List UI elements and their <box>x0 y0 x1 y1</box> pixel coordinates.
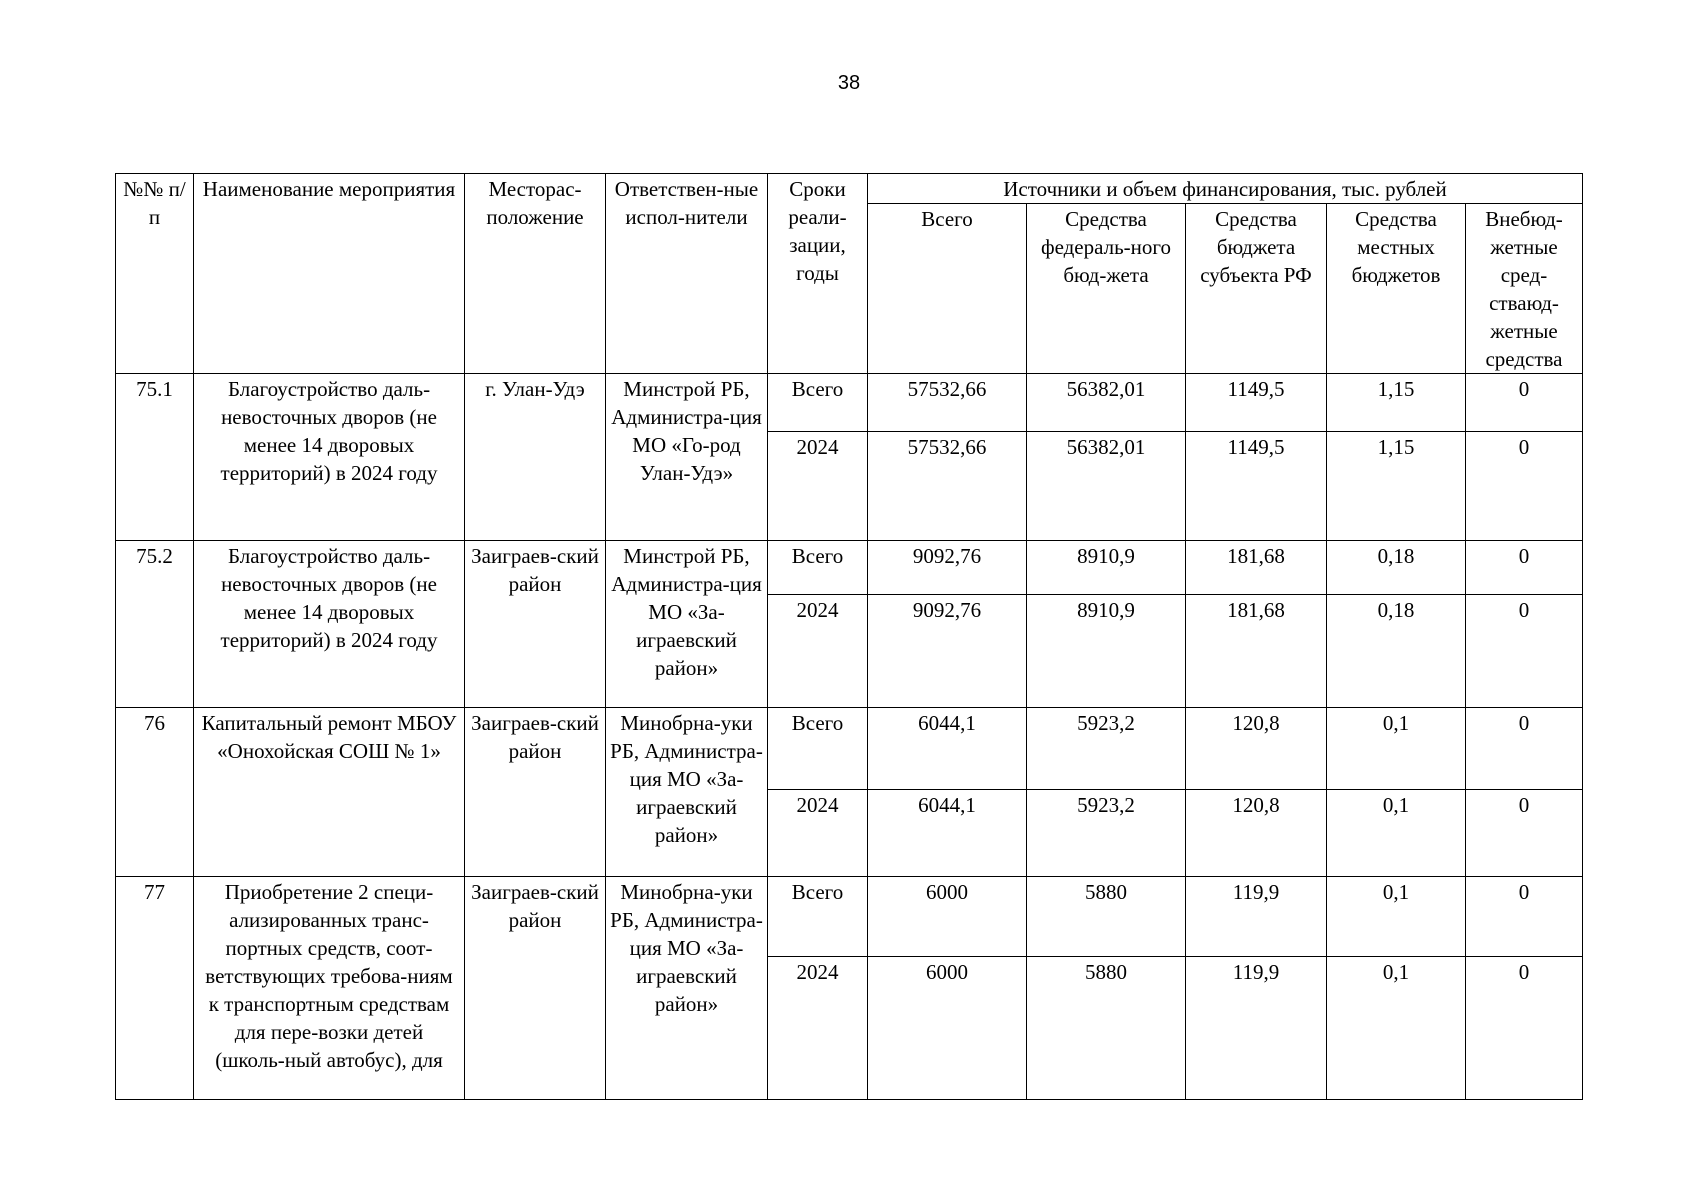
row-federal: 5880 <box>1027 877 1186 957</box>
header-local: Средства местных бюджетов <box>1327 204 1466 374</box>
row-local: 0,18 <box>1327 541 1466 595</box>
row-extra: 0 <box>1466 957 1583 1100</box>
row-num: 76 <box>116 708 194 877</box>
row-extra: 0 <box>1466 790 1583 877</box>
row-num: 75.2 <box>116 541 194 708</box>
header-extrabudget: Внебюд-жетные сред-стваюд-жетные средства <box>1466 204 1583 374</box>
row-total: 6000 <box>868 877 1027 957</box>
header-subject: Средства бюджета субъекта РФ <box>1186 204 1327 374</box>
row-name: Благоустройство даль-невосточных дворов (не менее 14 дворовых территорий) в 2024 году <box>194 541 465 708</box>
row-subject: 120,8 <box>1186 708 1327 790</box>
funding-table <box>115 173 1583 1100</box>
row-term: 2024 <box>768 432 868 541</box>
row-term: 2024 <box>768 957 868 1100</box>
row-total: 9092,76 <box>868 595 1027 708</box>
row-term: Всего <box>768 708 868 790</box>
row-extra: 0 <box>1466 877 1583 957</box>
row-location: Заиграев-ский район <box>465 541 606 708</box>
row-subject: 119,9 <box>1186 957 1327 1100</box>
row-num: 77 <box>116 877 194 1100</box>
row-subject: 1149,5 <box>1186 374 1327 432</box>
row-local: 1,15 <box>1327 374 1466 432</box>
row-federal: 8910,9 <box>1027 541 1186 595</box>
row-term: 2024 <box>768 790 868 877</box>
row-extra: 0 <box>1466 708 1583 790</box>
row-subject: 181,68 <box>1186 541 1327 595</box>
row-responsible: Минстрой РБ, Администра-ция МО «Го-род Улан-Удэ» <box>606 374 768 541</box>
header-location: Месторас-положение <box>465 174 606 374</box>
row-responsible: Минобрна-уки РБ, Администра-ция МО «За-играевский район» <box>606 708 768 877</box>
row-location: г. Улан-Удэ <box>465 374 606 541</box>
header-num: №№ п/п <box>116 174 194 374</box>
row-local: 0,18 <box>1327 595 1466 708</box>
table-row <box>116 541 1583 595</box>
row-federal: 56382,01 <box>1027 432 1186 541</box>
row-federal: 5923,2 <box>1027 790 1186 877</box>
table-row <box>116 374 1583 432</box>
row-extra: 0 <box>1466 541 1583 595</box>
row-local: 0,1 <box>1327 790 1466 877</box>
row-location: Заиграев-ский район <box>465 877 606 1100</box>
row-term: 2024 <box>768 595 868 708</box>
row-subject: 1149,5 <box>1186 432 1327 541</box>
row-location: Заиграев-ский район <box>465 708 606 877</box>
row-federal: 5880 <box>1027 957 1186 1100</box>
row-federal: 5923,2 <box>1027 708 1186 790</box>
row-total: 57532,66 <box>868 432 1027 541</box>
row-term: Всего <box>768 541 868 595</box>
row-num: 75.1 <box>116 374 194 541</box>
row-extra: 0 <box>1466 432 1583 541</box>
row-total: 57532,66 <box>868 374 1027 432</box>
row-term: Всего <box>768 877 868 957</box>
row-name: Благоустройство даль-невосточных дворов (не менее 14 дворовых территорий) в 2024 году <box>194 374 465 541</box>
row-extra: 0 <box>1466 374 1583 432</box>
header-terms: Сроки реали-зации, годы <box>768 174 868 374</box>
row-total: 9092,76 <box>868 541 1027 595</box>
header-funding-group: Источники и объем финансирования, тыс. рублей <box>868 174 1583 204</box>
row-responsible: Минобрна-уки РБ, Администра-ция МО «За-играевский район» <box>606 877 768 1100</box>
table-row <box>116 877 1583 957</box>
row-subject: 181,68 <box>1186 595 1327 708</box>
row-local: 1,15 <box>1327 432 1466 541</box>
row-extra: 0 <box>1466 595 1583 708</box>
row-local: 0,1 <box>1327 708 1466 790</box>
row-name: Приобретение 2 специ-ализированных транс-портных средств, соот-ветствующих требова-ниям к транспортным средствам для пере-возки детей (школь-ный автобус), для <box>194 877 465 1100</box>
row-name: Капитальный ремонт МБОУ «Онохойская СОШ № 1» <box>194 708 465 877</box>
row-total: 6044,1 <box>868 790 1027 877</box>
row-federal: 8910,9 <box>1027 595 1186 708</box>
row-total: 6000 <box>868 957 1027 1100</box>
row-local: 0,1 <box>1327 877 1466 957</box>
row-subject: 119,9 <box>1186 877 1327 957</box>
header-federal: Средства федераль-ного бюд-жета <box>1027 204 1186 374</box>
row-subject: 120,8 <box>1186 790 1327 877</box>
row-total: 6044,1 <box>868 708 1027 790</box>
row-responsible: Минстрой РБ, Администра-ция МО «За-играевский район» <box>606 541 768 708</box>
row-federal: 56382,01 <box>1027 374 1186 432</box>
header-row <box>116 174 1583 204</box>
header-name: Наименование мероприятия <box>194 174 465 374</box>
header-total: Всего <box>868 204 1027 374</box>
header-responsible: Ответствен-ные испол-нители <box>606 174 768 374</box>
row-local: 0,1 <box>1327 957 1466 1100</box>
page-number: 38 <box>837 72 861 94</box>
row-term: Всего <box>768 374 868 432</box>
table-row <box>116 708 1583 790</box>
